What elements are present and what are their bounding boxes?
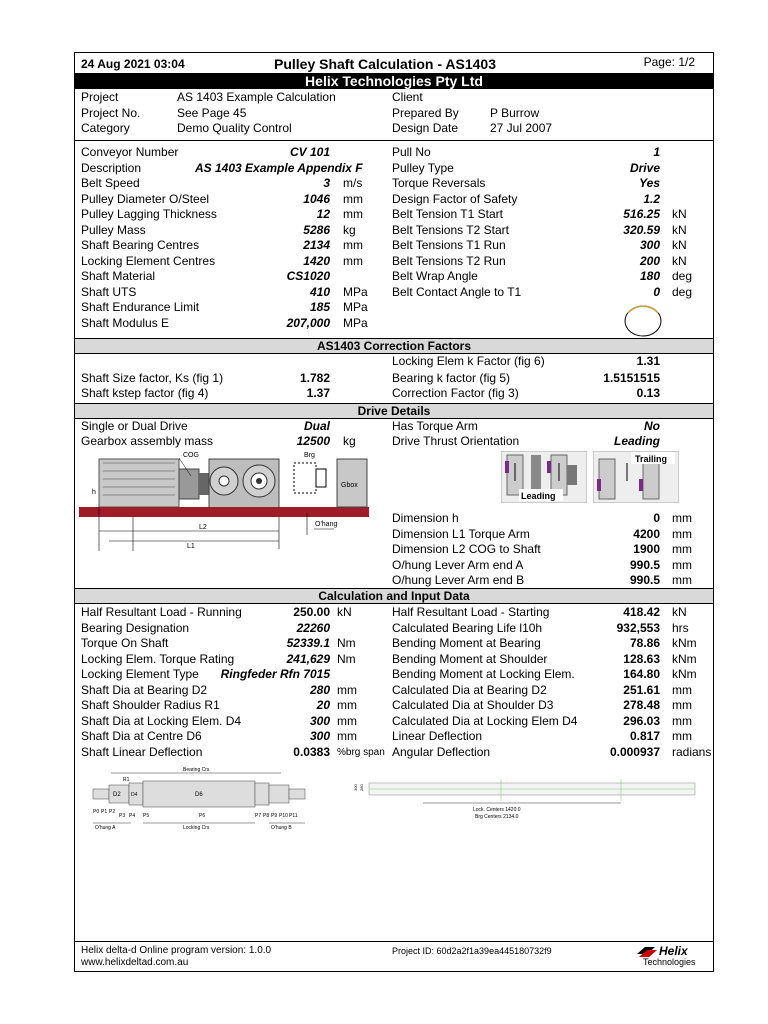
param-label: Belt Contact Angle to T1 xyxy=(392,284,522,299)
dim-300-label: 300 xyxy=(353,784,358,791)
param-label: Belt Speed xyxy=(81,176,140,190)
dimension-label: Dimension L2 COG to Shaft xyxy=(392,542,541,556)
param-label: Design Factor of Safety xyxy=(392,191,518,206)
project-no-label: Project No. xyxy=(81,106,141,120)
size-factor-value: 1.782 xyxy=(299,371,330,385)
calc-unit: mm xyxy=(337,682,357,697)
param-label: Locking Element Centres xyxy=(81,253,216,268)
calc-label: Shaft Dia at Bearing D2 xyxy=(81,682,208,697)
param-value: 300 xyxy=(639,238,660,252)
d4-label: D4 xyxy=(131,792,138,798)
calc-label: Half Resultant Load - Running xyxy=(81,605,242,619)
single-dual-value: Dual xyxy=(303,419,330,433)
param-unit: MPa xyxy=(343,315,368,330)
gbox-label: Gbox xyxy=(341,482,358,489)
calc-value: 300 xyxy=(309,729,330,743)
thrust-orientation-value: Leading xyxy=(613,434,660,448)
dimension-value: 990.5 xyxy=(629,573,660,587)
param-label: Pull No xyxy=(392,145,431,159)
prepared-by-value: P Burrow xyxy=(490,106,540,120)
correction-factor-value: 0.13 xyxy=(636,386,660,400)
calc-label: Calculated Bearing Life l10h xyxy=(392,620,543,635)
calc-unit: kN xyxy=(337,605,352,619)
calc-label: Shaft Dia at Locking Elem. D4 xyxy=(81,713,242,728)
shaft-point-label: P8 xyxy=(263,813,270,819)
thrust-orientation-label: Drive Thrust Orientation xyxy=(392,434,520,448)
param-label: Shaft Bearing Centres xyxy=(81,238,200,252)
param-value: 3 xyxy=(323,176,330,190)
calc-value: 250.00 xyxy=(293,605,330,619)
l2-label: L2 xyxy=(199,524,207,531)
param-label: Belt Tensions T2 Start xyxy=(392,222,509,237)
bearing-crs-label: Bearing Crs xyxy=(183,767,210,773)
shaft-point-label: P10 xyxy=(279,813,288,819)
torque-arm-label: Has Torque Arm xyxy=(392,419,478,433)
param-value: Drive xyxy=(629,160,660,175)
calc-value: 78.86 xyxy=(629,636,660,650)
brg-centers-label: Brg Centers 2134.0 xyxy=(475,814,519,820)
gearbox-mass-label: Gearbox assembly mass xyxy=(81,434,214,448)
calc-unit: mm xyxy=(672,682,692,697)
param-label: Pulley Diameter O/Steel xyxy=(81,191,210,206)
calc-value: 418.42 xyxy=(623,605,660,619)
l1-label: L1 xyxy=(187,543,195,550)
design-date-value: 27 Jul 2007 xyxy=(490,121,553,135)
dimension-unit: mm xyxy=(672,573,692,587)
calc-value: 52339.1 xyxy=(286,636,330,650)
kstep-label: Shaft kstep factor (fig 4) xyxy=(81,386,209,400)
param-value: 180 xyxy=(639,269,660,283)
divider xyxy=(75,140,713,141)
param-label: Shaft Endurance Limit xyxy=(81,300,200,314)
calc-label: Shaft Shoulder Radius R1 xyxy=(81,698,220,712)
param-value: 410 xyxy=(309,284,330,299)
shaft-point-label: P11 xyxy=(289,813,298,819)
cog-label: COG xyxy=(183,452,199,459)
param-label: Belt Tension T1 Start xyxy=(392,207,503,221)
drive-arrangement-diagram xyxy=(79,451,369,553)
d2-label: D2 xyxy=(113,792,121,798)
param-value: AS 1403 Example Appendix F xyxy=(195,160,363,175)
param-value: 1 xyxy=(653,145,660,159)
param-value: 185 xyxy=(309,300,330,314)
d6-label: D6 xyxy=(195,792,203,798)
logo-text: Helix xyxy=(659,944,688,958)
dimension-label: O/hung Lever Arm end B xyxy=(392,573,525,587)
calc-label: Linear Deflection xyxy=(392,729,483,743)
report-datetime: 24 Aug 2021 03:04 xyxy=(81,57,185,71)
param-label: Pulley Mass xyxy=(81,222,146,237)
trailing-orientation-icon xyxy=(593,451,679,503)
company-banner: Helix Technologies Pty Ltd xyxy=(75,73,713,89)
calc-label: Shaft Dia at Centre D6 xyxy=(81,729,202,743)
dim-280-label: 280 xyxy=(359,784,364,791)
dimension-unit: mm xyxy=(672,511,692,525)
r1-label: R1 xyxy=(123,777,130,783)
calc-unit: mm xyxy=(337,713,357,728)
shaft-point-label: P9 xyxy=(271,813,278,819)
shaft-point-label: P4 xyxy=(129,813,136,819)
calc-label: Half Resultant Load - Starting xyxy=(392,605,550,619)
size-factor-label: Shaft Size factor, Ks (fig 1) xyxy=(81,371,224,385)
shaft-point-label: P3 xyxy=(119,813,126,819)
param-value: 0 xyxy=(653,284,660,299)
belt-wrap-diagram xyxy=(623,303,663,339)
param-value: CV 101 xyxy=(289,145,330,159)
calc-label: Bending Moment at Shoulder xyxy=(392,651,548,666)
calc-label: Locking Element Type xyxy=(81,667,199,681)
gearbox-mass-unit: kg xyxy=(343,434,356,448)
param-unit: kN xyxy=(672,222,687,237)
helix-logo xyxy=(637,944,709,970)
calc-value: 20 xyxy=(316,698,330,712)
param-unit: kN xyxy=(672,238,687,252)
param-value: 1420 xyxy=(303,253,330,268)
single-dual-label: Single or Dual Drive xyxy=(81,419,188,433)
calc-unit: %brg span xyxy=(337,746,385,758)
calc-unit: kNm xyxy=(672,651,697,666)
client-label: Client xyxy=(392,90,423,104)
calc-label: Torque On Shaft xyxy=(81,636,169,650)
dimension-label: O/hung Lever Arm end A xyxy=(392,557,524,572)
calc-label: Shaft Linear Deflection xyxy=(81,744,203,759)
param-label: Belt Wrap Angle xyxy=(392,269,478,283)
calc-label: Locking Elem. Torque Rating xyxy=(81,651,235,666)
calc-unit: kN xyxy=(672,605,687,619)
calc-value: 280 xyxy=(309,682,330,697)
category-label: Category xyxy=(81,121,130,135)
param-value: 320.59 xyxy=(623,222,660,237)
calc-label: Bending Moment at Locking Elem. xyxy=(392,667,575,681)
param-value: 2134 xyxy=(303,238,330,252)
calc-value: 0.817 xyxy=(629,729,660,743)
param-label: Torque Reversals xyxy=(392,176,486,190)
calc-value: 296.03 xyxy=(623,713,660,728)
calc-value: 0.0383 xyxy=(293,744,330,759)
project-value: AS 1403 Example Calculation xyxy=(177,90,336,104)
param-label: Belt Tensions T1 Run xyxy=(392,238,506,252)
param-label: Pulley Lagging Thickness xyxy=(81,207,217,221)
calc-label: Calculated Dia at Locking Elem D4 xyxy=(392,713,578,728)
kstep-value: 1.37 xyxy=(306,386,330,400)
param-value: 200 xyxy=(639,253,660,268)
calc-unit: mm xyxy=(672,729,692,743)
prepared-by-label: Prepared By xyxy=(392,106,459,120)
calc-value: 22260 xyxy=(296,620,330,635)
calc-unit: mm xyxy=(672,698,692,712)
bearing-k-value: 1.5151515 xyxy=(603,371,660,385)
calc-value: 0.000937 xyxy=(609,744,660,759)
leading-icon-label: Leading xyxy=(521,491,556,501)
calculation-sheet xyxy=(74,52,714,972)
project-no-value: See Page 45 xyxy=(177,106,247,120)
shaft-point-label: P6 xyxy=(199,813,206,819)
locking-k-value: 1.31 xyxy=(636,354,660,368)
shaft-point-label: P0 xyxy=(93,809,100,815)
website-link[interactable]: www.helixdeltad.com.au xyxy=(81,957,189,968)
param-label: Conveyor Number xyxy=(81,145,179,159)
report-title: Pulley Shaft Calculation - AS1403 xyxy=(274,56,496,72)
shaft-point-label: P5 xyxy=(143,813,150,819)
ohang-label: O'hang xyxy=(315,521,338,528)
calc-label: Angular Deflection xyxy=(392,744,491,759)
project-id: Project ID: 60d2a2f1a39ea445180732f9 xyxy=(392,946,552,956)
drive-details-header: Drive Details xyxy=(75,403,713,419)
calc-unit: mm xyxy=(337,729,357,743)
param-unit: mm xyxy=(343,207,363,221)
calc-label: Bearing Designation xyxy=(81,620,190,635)
param-unit: deg xyxy=(672,269,693,283)
dimension-unit: mm xyxy=(672,526,692,541)
calc-value: 251.61 xyxy=(623,682,660,697)
calc-unit: Nm xyxy=(337,636,356,650)
calc-unit: radians xyxy=(672,744,712,759)
brg-label: Brg xyxy=(304,452,315,459)
shaft-point-label: P1 xyxy=(101,809,108,815)
param-unit: mm xyxy=(343,253,363,268)
calc-unit: kNm xyxy=(672,667,697,681)
locking-crs-label: Locking Crs xyxy=(183,825,210,831)
param-unit: mm xyxy=(343,191,363,206)
trailing-icon-label: Trailing xyxy=(635,454,668,464)
calc-label: Calculated Dia at Bearing D2 xyxy=(392,682,547,697)
torque-arm-value: No xyxy=(644,419,660,433)
calc-label: Bending Moment at Bearing xyxy=(392,636,541,650)
param-label: Shaft UTS xyxy=(81,284,137,299)
calc-unit: mm xyxy=(672,713,692,728)
calc-value: 932,553 xyxy=(616,620,660,635)
calc-unit: kNm xyxy=(672,636,697,650)
dimension-unit: mm xyxy=(672,542,692,556)
dimension-value: 990.5 xyxy=(629,557,660,572)
param-label: Pulley Type xyxy=(392,160,454,175)
category-value: Demo Quality Control xyxy=(177,121,292,135)
dimension-value: 0 xyxy=(653,511,660,525)
param-unit: MPa xyxy=(343,284,368,299)
calc-value: 164.80 xyxy=(623,667,660,681)
shaft-profile-diagram xyxy=(91,765,311,833)
correction-factors-header: AS1403 Correction Factors xyxy=(75,338,713,354)
dimension-value: 4200 xyxy=(633,526,660,541)
bearing-k-label: Bearing k factor (fig 5) xyxy=(392,371,511,385)
calculation-header: Calculation and Input Data xyxy=(75,588,713,604)
param-value: CS1020 xyxy=(286,269,330,283)
logo-subtext: Technologies xyxy=(643,957,696,967)
param-value: Yes xyxy=(639,176,660,190)
calc-value: 300 xyxy=(309,713,330,728)
dimension-unit: mm xyxy=(672,557,692,572)
calc-unit: Nm xyxy=(337,651,356,666)
calc-value: Ringfeder Rfn 7015 xyxy=(220,667,330,681)
shaft-point-label: P2 xyxy=(109,809,116,815)
param-label: Description xyxy=(81,160,142,175)
footer-divider xyxy=(75,941,713,942)
leading-orientation-icon xyxy=(501,451,587,503)
param-unit: MPa xyxy=(343,300,368,314)
calc-value: 128.63 xyxy=(623,651,660,666)
param-label: Shaft Material xyxy=(81,269,156,283)
param-value: 207,000 xyxy=(286,315,330,330)
lock-centers-label: Lock. Centers 1420.0 xyxy=(473,807,521,813)
param-value: 516.25 xyxy=(623,207,660,221)
shaft-deflection-diagram xyxy=(351,773,701,829)
param-unit: kg xyxy=(343,222,356,237)
param-unit: deg xyxy=(672,284,693,299)
param-unit: kN xyxy=(672,207,687,221)
param-label: Belt Tensions T2 Run xyxy=(392,253,506,268)
dimension-label: Dimension h xyxy=(392,511,459,525)
h-label: h xyxy=(92,489,96,496)
gearbox-mass-value: 12500 xyxy=(296,434,330,448)
design-date-label: Design Date xyxy=(392,121,459,135)
param-label: Shaft Modulus E xyxy=(81,315,170,330)
ohung-a-label: O'hung A xyxy=(95,825,116,831)
param-unit: mm xyxy=(343,238,363,252)
program-version: Helix delta-d Online program version: 1.0.0 xyxy=(81,945,272,956)
correction-factor-label: Correction Factor (fig 3) xyxy=(392,386,519,400)
calc-label: Calculated Dia at Shoulder D3 xyxy=(392,698,554,712)
param-unit: kN xyxy=(672,253,687,268)
calc-unit: mm xyxy=(337,698,357,712)
ohung-b-label: O'hung B xyxy=(271,825,292,831)
calc-value: 278.48 xyxy=(623,698,660,712)
project-label: Project xyxy=(81,90,119,104)
locking-k-label: Locking Elem k Factor (fig 6) xyxy=(392,354,545,368)
dimension-label: Dimension L1 Torque Arm xyxy=(392,526,530,541)
shaft-point-label: P7 xyxy=(255,813,262,819)
param-value: 5286 xyxy=(303,222,330,237)
param-value: 1046 xyxy=(303,191,330,206)
page-number: Page: 1/2 xyxy=(643,55,695,69)
calc-value: 241,629 xyxy=(286,651,330,666)
dimension-value: 1900 xyxy=(633,542,660,556)
param-unit: m/s xyxy=(343,176,363,190)
param-value: 1.2 xyxy=(643,191,660,206)
calc-unit: hrs xyxy=(672,620,689,635)
param-value: 12 xyxy=(316,207,330,221)
